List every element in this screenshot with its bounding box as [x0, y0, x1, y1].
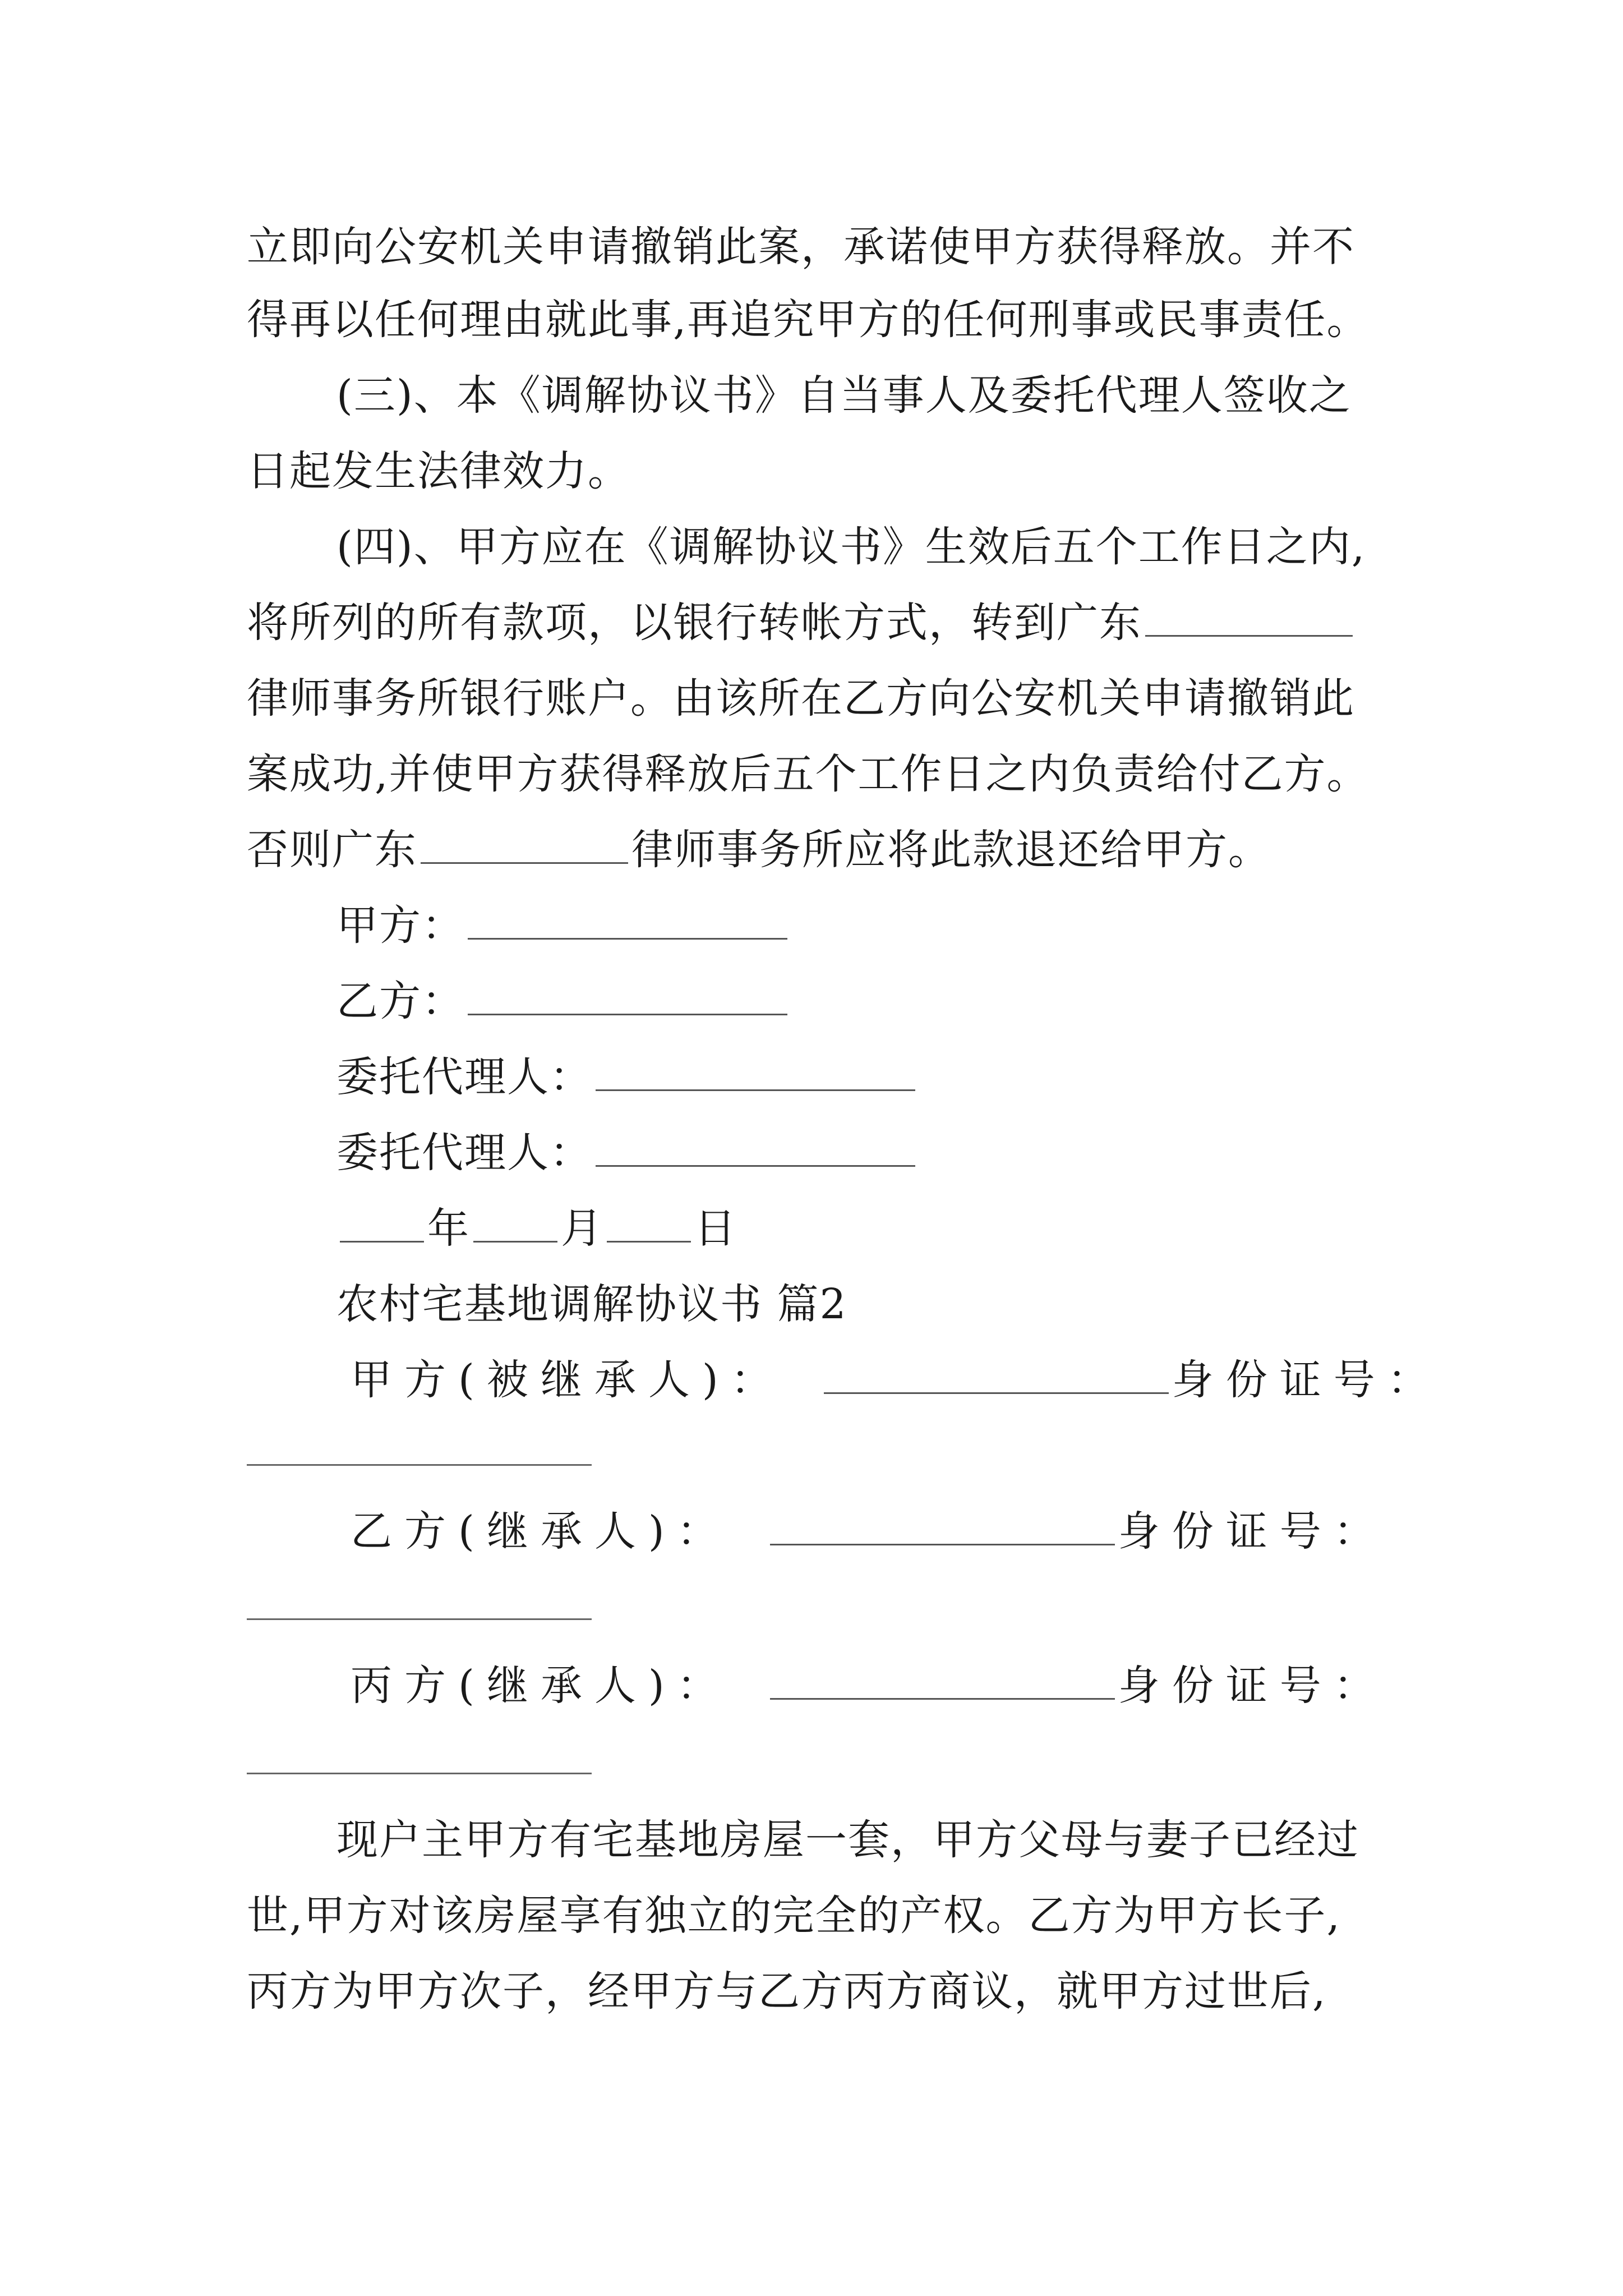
- signature-party-b: [336, 973, 791, 1029]
- party-label: 乙方(继承人)：: [351, 1507, 731, 1556]
- id-blank-line: [247, 1773, 592, 1774]
- fill-in-blank: [421, 862, 628, 864]
- party-blank: [824, 1392, 1169, 1394]
- signature-date: [336, 1200, 737, 1257]
- body-line: 律师事务所银行账户。由该所在乙方向公安机关申请撤销此: [247, 674, 1355, 723]
- party-label: 丙方(继承人)：: [351, 1662, 731, 1710]
- signature-label: 乙方：: [336, 977, 464, 1025]
- body-line: 得再以任何理由就此事,再追究甲方的任何刑事或民事责任。: [247, 296, 1370, 344]
- party-b-line: [351, 1503, 1387, 1559]
- signature-label: 委托代理人：: [336, 1129, 592, 1177]
- party-blank: [770, 1543, 1115, 1545]
- body-line: 立即向公安机关申请撤销此案，承诺使甲方获得释放。并不: [247, 223, 1355, 271]
- id-label: 身份证号：: [1118, 1662, 1387, 1710]
- section-title: 农村宅基地调解协议书 篇2: [336, 1280, 847, 1328]
- date-blank: [340, 1240, 424, 1243]
- signature-label: 甲方：: [336, 901, 464, 950]
- date-blank: [473, 1240, 557, 1243]
- body-line-with-blank: [247, 595, 1356, 651]
- body-line: 世,甲方对该房屋享有独立的完全的产权。乙方为甲方长子,: [247, 1892, 1341, 1940]
- day-label: 日: [694, 1204, 737, 1253]
- signature-blank: [468, 937, 787, 940]
- party-label: 甲方(被继承人)：: [351, 1356, 785, 1404]
- id-label: 身份证号：: [1118, 1507, 1387, 1556]
- party-blank: [770, 1697, 1115, 1700]
- id-blank-line: [247, 1618, 592, 1620]
- clause-four: (四)、甲方应在《调解协议书》生效后五个工作日之内,: [336, 523, 1366, 571]
- body-text: 否则广东: [247, 826, 417, 874]
- signature-blank: [596, 1089, 915, 1091]
- fill-in-blank: [1145, 634, 1353, 637]
- body-line-with-blank: [247, 822, 1271, 878]
- party-a-line: [351, 1352, 1441, 1408]
- signature-party-a: [336, 898, 791, 954]
- body-line: 丙方为甲方次子，经甲方与乙方丙方商议，就甲方过世后,: [247, 1967, 1327, 2016]
- body-text: 将所列的所有款项，以银行转帐方式，转到广东: [247, 599, 1142, 647]
- year-label: 年: [427, 1204, 470, 1253]
- month-label: 月: [561, 1204, 603, 1253]
- clause-three: (三)、本《调解协议书》自当事人及委托代理人签收之: [336, 371, 1352, 420]
- signature-blank: [596, 1165, 915, 1167]
- signature-label: 委托代理人：: [336, 1053, 592, 1101]
- signature-blank: [468, 1013, 787, 1015]
- body-line: 案成功,并使甲方获得释放后五个工作日之内负责给付乙方。: [247, 750, 1370, 798]
- signature-agent-1: [336, 1049, 919, 1105]
- body-line: 现户主甲方有宅基地房屋一套，甲方父母与妻子已经过: [336, 1816, 1359, 1864]
- date-blank: [607, 1240, 691, 1243]
- body-line: 日起发生法律效力。: [247, 447, 630, 495]
- id-blank-line: [247, 1464, 592, 1466]
- id-label: 身份证号：: [1172, 1356, 1441, 1404]
- body-text: 律师事务所应将此款退还给甲方。: [631, 826, 1271, 874]
- party-c-line: [351, 1658, 1387, 1714]
- signature-agent-2: [336, 1125, 919, 1181]
